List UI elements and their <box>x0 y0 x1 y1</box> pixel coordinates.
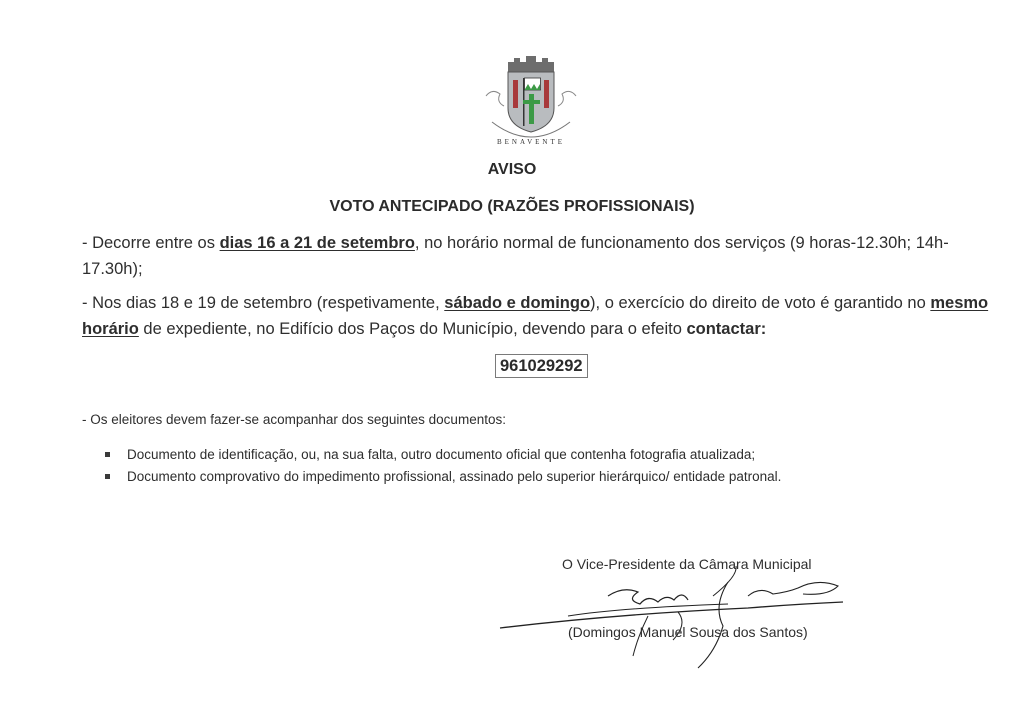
voting-dates-highlight: dias 16 a 21 de setembro <box>219 234 415 252</box>
paragraph-voting-period <box>82 230 992 282</box>
paragraph2-middle: ), o exercício do direito de voto é garantido no <box>590 294 931 312</box>
paragraph1-suffix: , no horário normal de funcionamento dos serviços (9 horas-12.30h; 14h- 17.30h); <box>82 234 949 278</box>
notice-subheading: VOTO ANTECIPADO (RAZÕES PROFISSIONAIS) <box>329 198 695 215</box>
signatory-name: (Domingos Manuel Sousa dos Santos) <box>568 624 808 640</box>
documents-intro: - Os eleitores devem fazer-se acompanhar dos seguintes documentos: <box>82 412 506 427</box>
contact-phone-number: 961029292 <box>495 354 588 378</box>
svg-text:BENAVENTE: BENAVENTE <box>496 138 566 146</box>
weekend-days-highlight: sábado e domingo <box>444 294 591 312</box>
document-item-text: Documento de identificação, ou, na sua falta, outro documento oficial que contenha fotografia atualizada; <box>127 447 756 462</box>
paragraph2-prefix: - Nos dias 18 e 19 de setembro (respetivamente, <box>82 294 445 312</box>
paragraph2-after-schedule: de expediente, no Edifício dos Paços do Município, devendo para o efeito <box>138 320 687 338</box>
signatory-title: O Vice-Presidente da Câmara Municipal <box>562 556 812 572</box>
municipal-crest-logo <box>478 48 584 148</box>
paragraph1-prefix: - Decorre entre os <box>82 234 220 252</box>
square-bullet-icon <box>105 452 110 457</box>
paragraph-weekend-voting <box>82 290 992 342</box>
contact-label: contactar: <box>686 320 767 338</box>
required-documents-list <box>105 444 781 488</box>
handwritten-signature-icon <box>498 556 858 676</box>
document-item <box>105 444 781 466</box>
document-item-text: Documento comprovativo do impedimento profissional, assinado pelo superior hierárquico/ entidade patronal. <box>127 469 782 484</box>
same-schedule-highlight: mesmo horário <box>82 294 989 338</box>
document-item <box>105 466 781 488</box>
notice-heading: AVISO <box>487 161 537 178</box>
square-bullet-icon <box>105 474 110 479</box>
